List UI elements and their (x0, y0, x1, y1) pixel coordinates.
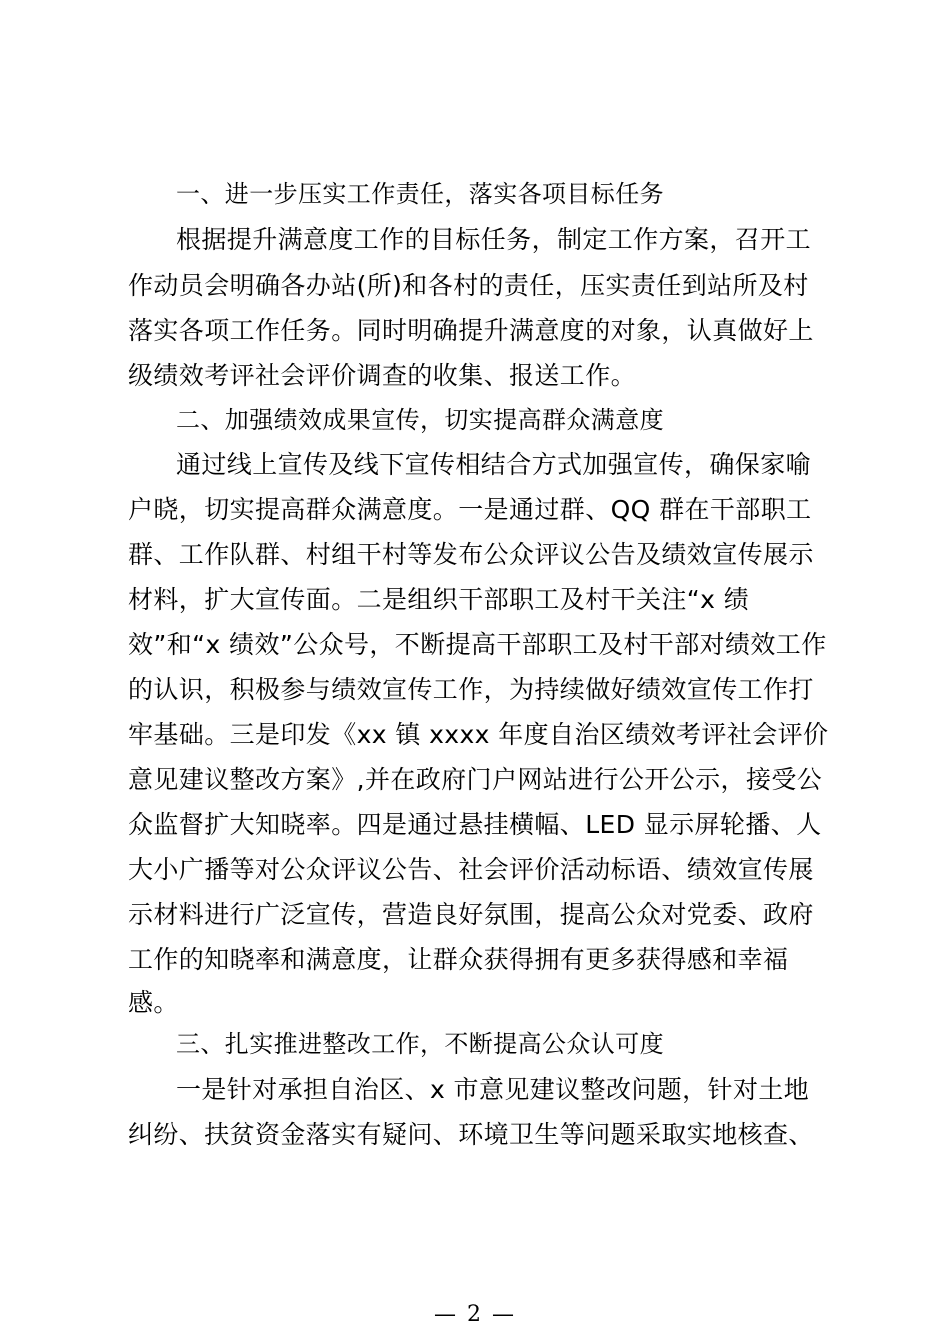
section-heading-3: 三、扎实推进整改工作，不断提高公众认可度 (176, 1030, 664, 1058)
paragraph-line: 牢基础。三是印发《xx 镇 xxxx 年度自治区绩效考评社会评价 (128, 720, 829, 749)
paragraph-line: 意见建议整改方案》,并在政府门户网站进行公开公示，接受公 (128, 765, 823, 794)
paragraph-line: 众监督扩大知晓率。四是通过悬挂横幅、LED 显示屏轮播、人 (128, 810, 822, 839)
paragraph-line: 一是针对承担自治区、x 市意见建议整改问题，针对土地 (176, 1075, 810, 1104)
section-heading-1: 一、进一步压实工作责任，落实各项目标任务 (176, 180, 664, 208)
paragraph-line: 户晓，切实提高群众满意度。一是通过群、QQ 群在干部职工 (128, 495, 812, 524)
paragraph-line: 通过线上宣传及线下宣传相结合方式加强宣传，确保家喻 (176, 450, 812, 479)
paragraph-line: 示材料进行广泛宣传，营造良好氛围，提高公众对党委、政府 (128, 900, 814, 929)
paragraph-line: 的认识，积极参与绩效宣传工作，为持续做好绩效宣传工作打 (128, 675, 814, 704)
section-heading-2: 二、加强绩效成果宣传，切实提高群众满意度 (176, 406, 664, 434)
paragraph-line: 根据提升满意度工作的目标任务，制定工作方案，召开工 (176, 225, 812, 254)
paragraph-line: 大小广播等对公众评议公告、社会评价活动标语、绩效宣传展 (128, 855, 814, 884)
paragraph-line: 效”和“x 绩效”公众号，不断提高干部职工及村干部对绩效工作 (128, 630, 827, 659)
paragraph-line: 级绩效考评社会评价调查的收集、报送工作。 (128, 361, 637, 390)
paragraph-line: 落实各项工作任务。同时明确提升满意度的对象，认真做好上 (128, 316, 814, 345)
paragraph-line: 纠纷、扶贫资金落实有疑问、环境卫生等问题采取实地核查、 (128, 1120, 814, 1149)
paragraph-line: 作动员会明确各办站(所)和各村的责任，压实责任到站所及村 (128, 271, 809, 300)
paragraph-line: 群、工作队群、村组干村等发布公众评议公告及绩效宣传展示 (128, 540, 814, 569)
page-number: — 2 — (434, 1302, 516, 1327)
paragraph-line: 工作的知晓率和满意度，让群众获得拥有更多获得感和幸福 (128, 945, 789, 974)
paragraph-line: 感。 (128, 988, 179, 1017)
paragraph-line: 材料，扩大宣传面。二是组织干部职工及村干关注“x 绩 (128, 585, 750, 614)
